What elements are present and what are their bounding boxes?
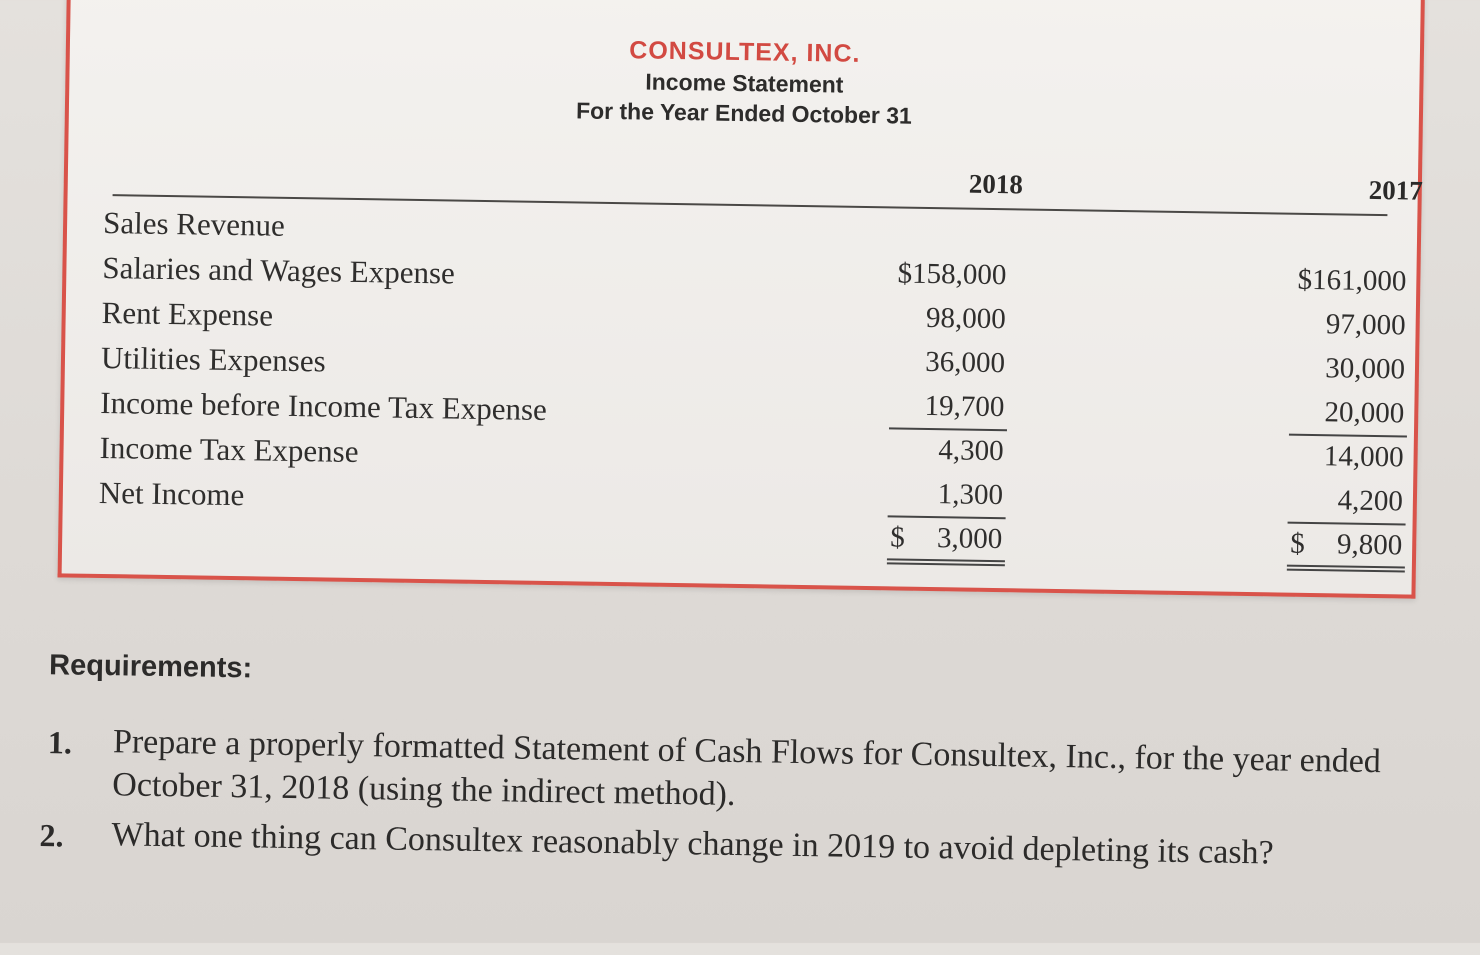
requirements-heading: Requirements: <box>48 649 253 685</box>
subtotal-rule-2017 <box>1289 434 1407 438</box>
company-name: CONSULTEX, INC. <box>629 36 861 68</box>
column-header-2018: 2018 <box>968 168 1024 200</box>
value-2017-salaries-wages: 97,000 <box>1325 308 1406 342</box>
value-2018-sales-revenue: $158,000 <box>897 257 1007 292</box>
requirement-1-line-2: October 31, 2018 (using the indirect method). <box>112 766 736 813</box>
row-label-income-tax: Income Tax Expense <box>99 429 359 470</box>
total-rule-2018 <box>888 515 1006 519</box>
value-2017-net-income: 9,800 <box>1336 528 1403 562</box>
currency-symbol-2017: $ <box>1289 527 1305 560</box>
value-2018-income-tax: 1,300 <box>937 478 1004 512</box>
value-2017-rent: 30,000 <box>1324 352 1406 386</box>
row-label-utilities: Utilities Expenses <box>100 339 326 379</box>
row-label-rent: Rent Expense <box>101 294 274 333</box>
requirement-1-line-1: Prepare a properly formatted Statement of Cash Flows for Consultex, Inc., for the year ended <box>112 723 1382 781</box>
row-label-income-before-tax: Income before Income Tax Expense <box>100 384 548 427</box>
value-2018-net-income: 3,000 <box>936 522 1003 556</box>
value-2018-salaries-wages: 98,000 <box>925 301 1006 336</box>
income-statement-box <box>58 0 1426 599</box>
value-2018-utilities: 19,700 <box>924 389 1005 424</box>
subtotal-rule-2018 <box>889 427 1007 431</box>
row-label-salaries-wages: Salaries and Wages Expense <box>102 249 456 291</box>
value-2017-income-before-tax: 14,000 <box>1323 440 1404 474</box>
requirement-2-text <box>111 813 1274 874</box>
row-label-net-income: Net Income <box>98 474 245 513</box>
row-label-sales-revenue: Sales Revenue <box>102 204 286 243</box>
requirement-2-line-1: What one thing can Consultex reasonably change in 2019 to avoid depleting its cash? <box>111 816 1274 872</box>
value-2017-sales-revenue: $161,000 <box>1297 263 1407 298</box>
requirement-1-number: 1. <box>47 724 73 761</box>
value-2018-income-before-tax: 4,300 <box>938 434 1004 468</box>
requirement-2-number: 2. <box>39 817 64 854</box>
value-2018-rent: 36,000 <box>925 345 1006 380</box>
double-underline-2017 <box>1287 565 1405 573</box>
total-rule-2017 <box>1288 522 1406 526</box>
value-2017-income-tax: 4,200 <box>1337 484 1404 518</box>
requirement-1-text <box>112 720 1381 826</box>
value-2017-utilities: 20,000 <box>1324 396 1405 430</box>
double-underline-2018 <box>887 558 1005 566</box>
currency-symbol-2018: $ <box>890 521 906 554</box>
column-header-2017: 2017 <box>1368 174 1424 206</box>
statement-period: For the Year Ended October 31 <box>575 97 912 129</box>
header-divider <box>113 194 1388 216</box>
statement-title: Income Statement <box>645 68 844 98</box>
